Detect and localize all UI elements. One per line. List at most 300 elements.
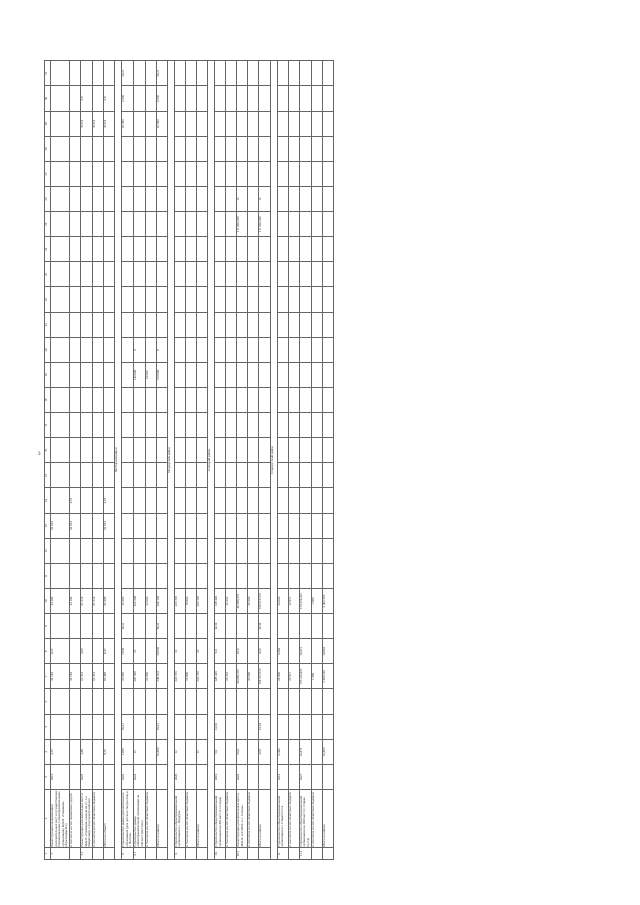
table-cell xyxy=(103,136,114,161)
table-cell xyxy=(51,488,70,513)
table-cell: 1,836 xyxy=(122,86,134,111)
table-cell xyxy=(156,848,167,860)
table-cell xyxy=(156,764,167,789)
table-cell xyxy=(51,388,70,413)
table-cell xyxy=(288,337,299,362)
column-number-cell: 5 xyxy=(45,714,51,739)
table-cell: 0,392 xyxy=(277,739,288,764)
table-cell xyxy=(215,538,226,563)
column-number-cell: 27 xyxy=(45,161,51,186)
table-row xyxy=(196,61,207,860)
table-cell: 36 500 xyxy=(248,589,259,614)
table-cell xyxy=(299,614,311,639)
table-cell xyxy=(145,136,156,161)
table-cell xyxy=(259,61,270,87)
table-cell: 18 900 xyxy=(185,664,196,689)
table-cell xyxy=(259,111,270,136)
table-cell: 16,836 xyxy=(156,739,167,764)
table-cell xyxy=(69,312,80,337)
row-description-cell: в том числе за счет областного бюджета xyxy=(185,790,196,848)
table-cell xyxy=(299,86,311,111)
table-cell xyxy=(248,848,259,860)
table-cell xyxy=(69,463,80,488)
table-cell xyxy=(259,262,270,287)
table-cell xyxy=(215,388,226,413)
table-cell xyxy=(196,287,207,312)
table-cell xyxy=(237,86,248,111)
table-cell xyxy=(248,212,259,237)
table-cell: 9. xyxy=(174,848,185,860)
table-cell xyxy=(299,111,311,136)
table-cell: 4,57 xyxy=(69,488,80,513)
table-cell: 19,21 xyxy=(156,614,167,639)
table-cell xyxy=(185,438,196,463)
table-cell: 128 429 xyxy=(215,589,226,614)
table-cell xyxy=(226,237,237,262)
table-cell xyxy=(103,714,114,739)
table-cell xyxy=(248,513,259,538)
table-cell xyxy=(51,187,70,212)
table-cell: 19,21 xyxy=(122,61,134,87)
table-cell xyxy=(196,312,207,337)
table-cell xyxy=(174,614,185,639)
table-cell xyxy=(92,161,103,186)
table-cell xyxy=(311,237,322,262)
table-cell xyxy=(277,463,288,488)
row-description-cell: Строительство общеобразовательной организации в с. Поддорье xyxy=(174,790,185,848)
table-cell xyxy=(81,413,93,438)
table-cell: 10. xyxy=(215,848,226,860)
table-cell: 25 252 xyxy=(226,589,237,614)
table-cell xyxy=(288,513,299,538)
table-cell xyxy=(69,337,80,362)
table-cell xyxy=(185,312,196,337)
column-number-cell: 28 xyxy=(45,136,51,161)
table-cell xyxy=(322,848,333,860)
table-cell xyxy=(185,513,196,538)
table-cell xyxy=(259,237,270,262)
table-cell xyxy=(226,538,237,563)
table-cell xyxy=(248,614,259,639)
table-cell xyxy=(259,86,270,111)
table-cell xyxy=(196,764,207,789)
table-cell xyxy=(237,513,248,538)
table-cell: 16,836 xyxy=(156,639,167,664)
table-cell xyxy=(226,413,237,438)
table-cell: 154 000 xyxy=(156,362,167,387)
table-cell xyxy=(322,262,333,287)
table-cell xyxy=(215,413,226,438)
table-cell xyxy=(196,388,207,413)
table-cell xyxy=(322,689,333,714)
table-cell xyxy=(174,563,185,588)
table-cell xyxy=(299,538,311,563)
table-cell xyxy=(51,161,70,186)
table-cell xyxy=(145,237,156,262)
table-cell xyxy=(69,538,80,563)
table-cell xyxy=(196,438,207,463)
table-cell xyxy=(215,563,226,588)
table-cell xyxy=(196,848,207,860)
table-cell xyxy=(311,212,322,237)
table-cell xyxy=(196,563,207,588)
table-cell xyxy=(122,312,134,337)
table-cell: 26,9 xyxy=(237,639,248,664)
table-cell xyxy=(51,463,70,488)
table-cell: 223 726 xyxy=(196,664,207,689)
table-cell: 36 500 xyxy=(248,664,259,689)
table-cell xyxy=(196,212,207,237)
table-row xyxy=(288,61,299,860)
table-cell xyxy=(133,237,145,262)
table-cell: 111 082,709 xyxy=(259,212,270,237)
table-cell: 2024 xyxy=(133,764,145,789)
column-number-cell: 13 xyxy=(45,513,51,538)
table-cell xyxy=(196,111,207,136)
row-description-cell: Итого по району xyxy=(322,790,333,848)
table-cell xyxy=(103,388,114,413)
table-cell xyxy=(81,689,93,714)
table-cell xyxy=(196,513,207,538)
table-cell xyxy=(196,187,207,212)
table-cell xyxy=(288,388,299,413)
table-cell xyxy=(277,61,288,87)
table-cell: 61314 xyxy=(103,111,114,136)
table-cell: 111 082,709 xyxy=(237,212,248,237)
table-cell xyxy=(92,287,103,312)
table-cell xyxy=(277,161,288,186)
table-cell xyxy=(69,287,80,312)
table-cell: 22 911 xyxy=(288,589,299,614)
table-cell xyxy=(299,463,311,488)
table-cell xyxy=(133,513,145,538)
table-cell xyxy=(156,488,167,513)
table-cell xyxy=(215,111,226,136)
table-cell xyxy=(103,463,114,488)
table-cell xyxy=(215,362,226,387)
table-cell xyxy=(51,262,70,287)
table-cell xyxy=(277,538,288,563)
table-cell xyxy=(133,438,145,463)
table-cell xyxy=(299,237,311,262)
table-cell xyxy=(92,237,103,262)
table-cell xyxy=(92,388,103,413)
table-cell xyxy=(51,287,70,312)
table-cell: 2022 xyxy=(122,764,134,789)
table-cell: 2022 xyxy=(237,764,248,789)
table-cell xyxy=(277,287,288,312)
table-cell xyxy=(215,136,226,161)
table-cell: 249 104 xyxy=(156,664,167,689)
table-cell: 2021 xyxy=(299,764,311,789)
table-cell xyxy=(122,538,134,563)
table-cell xyxy=(311,161,322,186)
table-cell xyxy=(185,262,196,287)
table-row xyxy=(248,61,259,860)
table-cell xyxy=(92,362,103,387)
table-cell: 15 xyxy=(133,639,145,664)
table-cell xyxy=(259,161,270,186)
column-number-cell: 24 xyxy=(45,237,51,262)
table-cell: 34 184 xyxy=(51,513,70,538)
table-cell xyxy=(103,438,114,463)
table-cell xyxy=(103,563,114,588)
table-cell xyxy=(156,563,167,588)
table-cell xyxy=(174,111,185,136)
table-cell xyxy=(248,136,259,161)
table-cell xyxy=(248,86,259,111)
table-cell xyxy=(215,513,226,538)
table-row xyxy=(299,61,311,860)
table-cell xyxy=(81,488,93,513)
table-cell xyxy=(145,639,156,664)
table-cell xyxy=(311,438,322,463)
table-cell: 61 314 xyxy=(81,589,93,614)
table-cell xyxy=(259,538,270,563)
table-cell xyxy=(237,488,248,513)
table-cell xyxy=(122,337,134,362)
table-cell: 4,57 xyxy=(51,739,70,764)
table-cell xyxy=(174,161,185,186)
table-cell xyxy=(259,388,270,413)
table-cell xyxy=(322,212,333,237)
table-cell xyxy=(92,337,103,362)
table-cell xyxy=(288,848,299,860)
table-cell xyxy=(288,714,299,739)
table-cell xyxy=(311,513,322,538)
table-cell xyxy=(69,639,80,664)
table-cell xyxy=(156,463,167,488)
column-number-cell: 29 xyxy=(45,111,51,136)
table-cell xyxy=(311,463,322,488)
table-cell: 226 508 xyxy=(133,664,145,689)
table-cell: 32,8 xyxy=(259,739,270,764)
table-cell xyxy=(226,513,237,538)
table-cell xyxy=(226,689,237,714)
row-description-cell: Строительство общеобразовательной организации на 1000 мест (г. Старая Русса) xyxy=(299,790,311,848)
table-cell xyxy=(237,538,248,563)
table-cell xyxy=(133,714,145,739)
table-cell xyxy=(322,362,333,387)
table-cell xyxy=(133,614,145,639)
table-cell xyxy=(196,488,207,513)
table-cell: 34 184 xyxy=(69,513,80,538)
table-cell xyxy=(248,388,259,413)
row-description-cell: в том числе за счет областного бюджета xyxy=(145,790,156,848)
table-cell xyxy=(174,187,185,212)
table-cell xyxy=(174,262,185,287)
column-number-cell: 18 xyxy=(45,388,51,413)
table-cell xyxy=(185,362,196,387)
table-cell xyxy=(51,337,70,362)
table-cell: 5 405,793 xyxy=(322,664,333,689)
table-cell xyxy=(311,639,322,664)
table-row xyxy=(259,61,270,860)
section-title: Поддорский район xyxy=(167,61,174,860)
column-number-cell: 15 xyxy=(45,463,51,488)
table-cell xyxy=(226,488,237,513)
table-cell xyxy=(103,413,114,438)
table-cell xyxy=(311,689,322,714)
table-cell xyxy=(174,689,185,714)
table-cell xyxy=(299,187,311,212)
table-cell xyxy=(92,187,103,212)
table-cell: 8 xyxy=(156,337,167,362)
table-cell xyxy=(322,136,333,161)
table-cell xyxy=(51,563,70,588)
table-cell xyxy=(299,388,311,413)
table-cell xyxy=(277,388,288,413)
table-cell xyxy=(299,413,311,438)
table-cell: 34 184 xyxy=(69,589,80,614)
table-cell xyxy=(185,237,196,262)
table-cell: 40 086,573 xyxy=(237,664,248,689)
table-cell xyxy=(103,287,114,312)
column-number-cell: 17 xyxy=(45,413,51,438)
table-cell xyxy=(259,362,270,387)
table-cell xyxy=(196,714,207,739)
table-cell xyxy=(185,337,196,362)
table-cell xyxy=(122,488,134,513)
table-cell xyxy=(122,362,134,387)
table-cell xyxy=(81,61,93,87)
table-cell xyxy=(145,337,156,362)
table-cell xyxy=(156,689,167,714)
table-cell xyxy=(122,388,134,413)
row-description-cell: Итого по району xyxy=(259,790,270,848)
table-row xyxy=(103,61,114,860)
table-cell xyxy=(237,136,248,161)
table-cell xyxy=(69,614,80,639)
table-cell xyxy=(237,689,248,714)
table-cell xyxy=(92,848,103,860)
table-cell xyxy=(196,538,207,563)
table-cell xyxy=(299,287,311,312)
table-cell xyxy=(174,287,185,312)
table-cell xyxy=(311,714,322,739)
table-cell xyxy=(215,86,226,111)
table-cell xyxy=(69,61,80,87)
table-cell xyxy=(248,639,259,664)
table-cell xyxy=(133,388,145,413)
section-header-row xyxy=(208,61,215,860)
table-cell xyxy=(69,438,80,463)
table-cell xyxy=(215,488,226,513)
table-cell xyxy=(288,161,299,186)
table-cell: 3,80 xyxy=(81,739,93,764)
table-cell xyxy=(145,287,156,312)
table-row xyxy=(322,61,333,860)
table-cell: 8.1 xyxy=(133,848,145,860)
table-cell xyxy=(122,413,134,438)
table-cell xyxy=(226,161,237,186)
table-cell xyxy=(145,111,156,136)
column-number-cell: 23 xyxy=(45,262,51,287)
table-cell xyxy=(277,187,288,212)
table-cell xyxy=(196,689,207,714)
table-cell xyxy=(122,136,134,161)
table-cell xyxy=(248,111,259,136)
column-number-cell: 7 xyxy=(45,664,51,689)
table-cell xyxy=(215,337,226,362)
row-description-cell: Итого по району xyxy=(156,790,167,848)
table-cell xyxy=(185,111,196,136)
table-cell xyxy=(288,262,299,287)
table-cell xyxy=(145,438,156,463)
table-cell: 24 000 xyxy=(277,589,288,614)
table-cell xyxy=(248,312,259,337)
table-cell: 1,836 xyxy=(122,739,134,764)
table-cell xyxy=(92,262,103,287)
row-description-cell: Строительство здания дополнительного образования (дом детского творчества) в г. Пестово xyxy=(121,791,133,847)
table-cell xyxy=(145,488,156,513)
table-cell xyxy=(311,187,322,212)
table-cell xyxy=(156,312,167,337)
column-number-cell: 16 xyxy=(45,438,51,463)
table-cell xyxy=(185,212,196,237)
table-cell xyxy=(185,848,196,860)
table-cell xyxy=(122,187,134,212)
table-cell: 10,863 xyxy=(322,639,333,664)
table-cell xyxy=(248,187,259,212)
table-cell xyxy=(299,337,311,362)
table-cell xyxy=(277,212,288,237)
row-description-cell: в том числе за счет бюджетных средств xyxy=(69,790,80,848)
table-cell: 61314 xyxy=(92,111,103,136)
table-cell xyxy=(81,538,93,563)
table-cell xyxy=(288,764,299,789)
table-cell xyxy=(92,488,103,513)
table-cell xyxy=(277,563,288,588)
table-cell xyxy=(299,714,311,739)
table-cell xyxy=(237,463,248,488)
table-row xyxy=(92,61,103,860)
table-cell xyxy=(145,739,156,764)
table-cell xyxy=(133,287,145,312)
table-cell xyxy=(215,438,226,463)
row-description-cell: в том числе за счет областного бюджета xyxy=(248,790,259,848)
table-cell: 0,392 xyxy=(277,639,288,664)
table-cell xyxy=(69,739,80,764)
table-cell xyxy=(248,262,259,287)
table-cell xyxy=(174,714,185,739)
table-cell xyxy=(226,86,237,111)
table-cell xyxy=(196,614,207,639)
table-cell xyxy=(133,111,145,136)
table-cell xyxy=(237,337,248,362)
column-number-cell: 6 xyxy=(45,689,51,714)
table-cell xyxy=(237,111,248,136)
table-cell: 24 000 xyxy=(277,664,288,689)
table-cell xyxy=(299,438,311,463)
table-cell xyxy=(196,237,207,262)
table-cell xyxy=(196,463,207,488)
table-cell xyxy=(248,438,259,463)
table-cell xyxy=(92,614,103,639)
table-cell xyxy=(277,614,288,639)
table-cell xyxy=(69,187,80,212)
table-cell xyxy=(299,689,311,714)
table-cell xyxy=(311,362,322,387)
table-cell xyxy=(226,187,237,212)
table-cell xyxy=(81,312,93,337)
table-cell xyxy=(51,61,70,87)
table-cell xyxy=(92,136,103,161)
table-cell xyxy=(311,287,322,312)
column-number-cell: 31 xyxy=(45,61,51,87)
table-cell xyxy=(288,538,299,563)
table-cell xyxy=(92,563,103,588)
